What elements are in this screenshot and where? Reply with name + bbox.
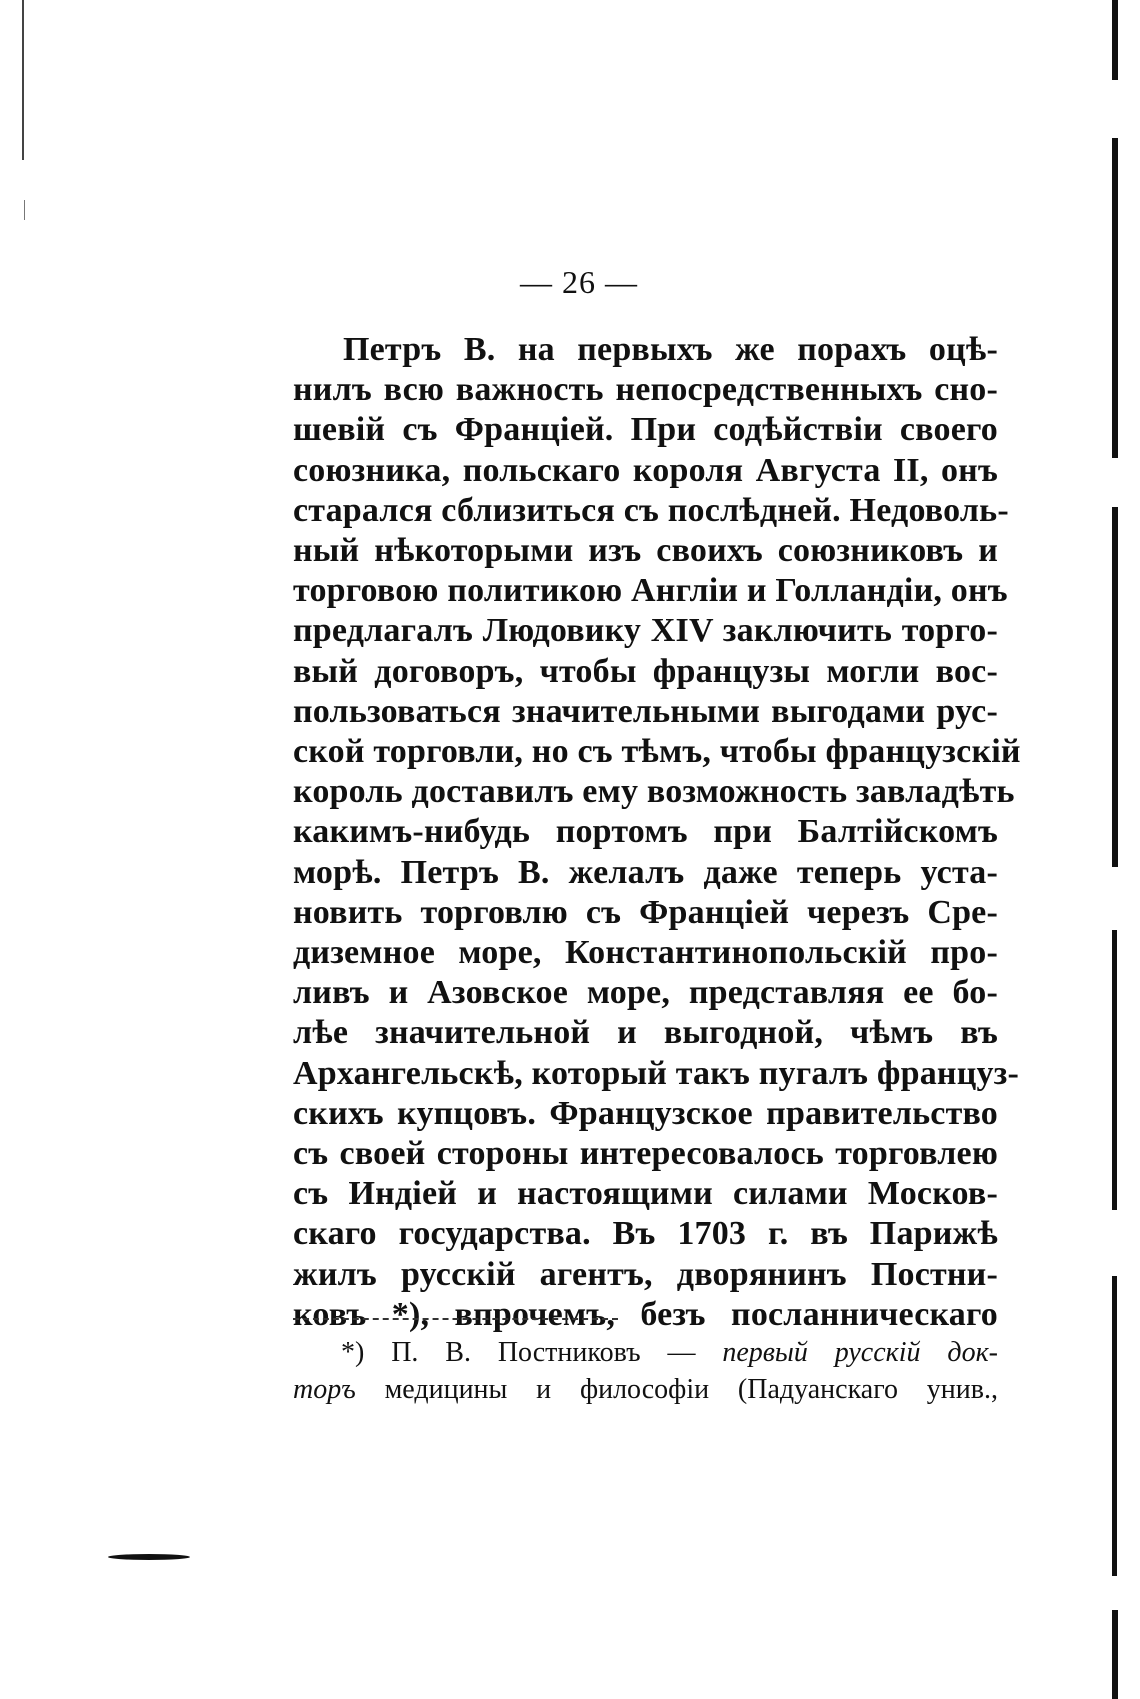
text-line: предлагалъ Людовику XIV заключить торго- xyxy=(293,612,998,650)
footnote-text: медицины и философіи (Падуанскаго унив., xyxy=(355,1374,998,1405)
text-line: нилъ всю важность непосредственныхъ сно- xyxy=(293,371,998,409)
text-line: Архангельскѣ, который такъ пугалъ француз- xyxy=(293,1054,1020,1092)
text-line: съ своей стороны интересовалось торговлею xyxy=(293,1135,998,1173)
footnote-line xyxy=(293,1334,998,1371)
text-line: союзника, польскаго короля Августа II, онъ xyxy=(293,451,998,489)
footnote-line xyxy=(293,1371,998,1408)
text-line: морѣ. Петръ В. желалъ даже теперь уста- xyxy=(293,853,998,891)
footnote-italic-text: торъ xyxy=(293,1374,356,1405)
scan-edge-left xyxy=(22,0,24,160)
text-line: Петръ В. на первыхъ же порахъ оцѣ- xyxy=(343,331,998,368)
scan-edge-right xyxy=(1112,138,1118,458)
text-line: скаго государства. Въ 1703 г. въ Парижѣ xyxy=(293,1215,998,1253)
scan-edge-right xyxy=(1112,0,1118,80)
scan-edge-right xyxy=(1112,1276,1117,1576)
text-line: торговою политикою Англіи и Голландіи, онъ xyxy=(293,572,1008,610)
footnote xyxy=(293,1334,998,1408)
text-line: ливъ и Азовское море, представляя ее бо- xyxy=(293,974,998,1012)
scan-edge-right xyxy=(1112,507,1118,867)
text-line: вый договоръ, чтобы французы могли вос- xyxy=(293,652,998,690)
ink-blot xyxy=(108,1554,190,1560)
text-line: какимъ-нибудь портомъ при Балтійскомъ xyxy=(293,813,998,851)
body-text xyxy=(293,330,1021,1335)
scan-edge-right xyxy=(1112,1610,1118,1699)
scan-edge-left-mark xyxy=(24,200,25,220)
text-line: жилъ русскій агентъ, дворянинъ Постни- xyxy=(293,1255,998,1293)
text-line: диземное море, Константинопольскій про- xyxy=(293,934,998,972)
footnote-text: *) П. В. Постниковъ — xyxy=(341,1337,723,1368)
text-line: пользоваться значительными выгодами рус- xyxy=(293,692,998,730)
text-line: съ Индіей и настоящими силами Москов- xyxy=(293,1175,998,1213)
text-line: лѣе значительной и выгодной, чѣмъ въ xyxy=(293,1014,998,1052)
scan-edge-right xyxy=(1112,930,1117,1210)
text-line: ный нѣкоторыми изъ своихъ союзниковъ и xyxy=(293,532,998,570)
text-line: новить торговлю съ Франціей черезъ Сре- xyxy=(293,893,998,931)
text-line: ской торговли, но съ тѣмъ, чтобы французскій xyxy=(293,733,1021,771)
text-line: старался сблизиться съ послѣдней. Недоволь- xyxy=(293,491,1009,529)
text-line: скихъ купцовъ. Французское правительство xyxy=(293,1094,998,1132)
footnote-separator xyxy=(293,1318,618,1320)
footnote-italic-text: первый русскій док- xyxy=(722,1337,998,1368)
text-line: шевій съ Франціей. При содѣйствіи своего xyxy=(293,411,998,449)
text-line: король доставилъ ему возможность завладѣть xyxy=(293,773,1015,811)
page-number: — 26 — xyxy=(520,264,638,300)
text-line: ковъ *), впрочемъ, безъ посланническаго xyxy=(293,1295,998,1333)
